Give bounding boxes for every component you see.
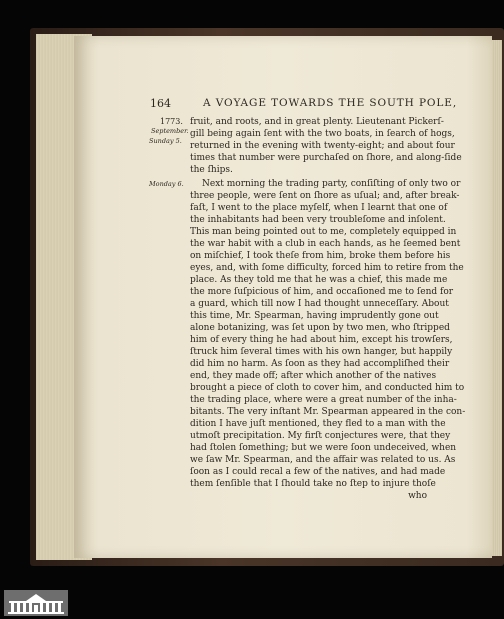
text-line: fruit, and roots, and in great plenty. Lieutenant Pickerſ- <box>190 117 444 127</box>
text-line: him of every thing he had about him, except his trowſers, <box>190 335 453 345</box>
text-line: This man being pointed out to me, completely equipped in <box>190 227 457 237</box>
margin-note-month: September. <box>151 127 189 135</box>
text-line: on miſchief, I took theſe from him, broke them before his <box>190 251 451 261</box>
text-line: alone botanizing, was ſet upon by two men, who ſtripped <box>190 323 450 333</box>
text-line: gill being again ſent with the two boats, in ſearch of hogs, <box>190 129 455 139</box>
text-line: the war habit with a club in each hands, as he ſeemed bent <box>190 239 461 249</box>
text-line: who <box>408 491 427 501</box>
margin-note-monday: Monday 6. <box>149 180 184 188</box>
page-number: 164 <box>150 97 171 110</box>
running-header: A VOYAGE TOWARDS THE SOUTH POLE, <box>203 97 458 109</box>
text-line: returned in the evening with twenty-eight; and about four <box>190 141 455 151</box>
margin-note-sunday: Sunday 5. <box>149 137 182 145</box>
text-line: Next morning the trading party, conſiſting of only two or <box>202 179 461 189</box>
text-line: the trading place, where were a great number of the inha- <box>190 395 457 405</box>
text-line: utmoſt precipitation. My firſt conjectures were, that they <box>190 431 451 441</box>
text-line: we ſaw Mr. Spearman, and the affair was related to us. As <box>190 455 456 465</box>
text-line: bitants. The very inſtant Mr. Spearman appeared in the con- <box>190 407 466 417</box>
text-line: times that number were purchaſed on ſhore, and along-ſide <box>190 153 462 163</box>
text-line: eyes, and, with ſome difficulty, forced him to retire from the <box>190 263 464 273</box>
text-line: faſt, I went to the place myſelf, when I learnt that one of <box>190 203 448 213</box>
text-line: them ſenſible that I ſhould take no ſtep to injure thoſe <box>190 479 436 489</box>
text-line: end, they made off; after which another of the natives <box>190 371 437 381</box>
library-building-logo <box>4 590 68 616</box>
text-line: had ſtolen ſomething; but we were ſoon undeceived, when <box>190 443 457 453</box>
text-line: the ſhips. <box>190 165 233 175</box>
text-line: did him no harm. As ſoon as they had accompliſhed their <box>190 359 450 369</box>
text-line: the more ſuſpicious of him, and occaſioned me to ſend for <box>190 287 454 297</box>
text-line: this time, Mr. Spearman, having imprudently gone out <box>190 311 439 321</box>
text-line: a guard, which till now I had thought unneceſſary. About <box>190 299 449 309</box>
text-line: brought a piece of cloth to cover him, and conducted him to <box>190 383 465 393</box>
text-line: the inhabitants had been very troubleſome and inſolent. <box>190 215 446 225</box>
text-line: ſtruck him ſeveral times with his own hanger, but happily <box>190 347 453 357</box>
text-line: three people, were ſent on ſhore as uſual; and, after break- <box>190 191 460 201</box>
text-line: place. As they told me that he was a chief, this made me <box>190 275 448 285</box>
margin-note-year: 1773. <box>160 117 183 126</box>
text-line: dition I have juſt mentioned, they fled to a man with the <box>190 419 446 429</box>
text-line: ſoon as I could recal a few of the natives, and had made <box>190 467 446 477</box>
